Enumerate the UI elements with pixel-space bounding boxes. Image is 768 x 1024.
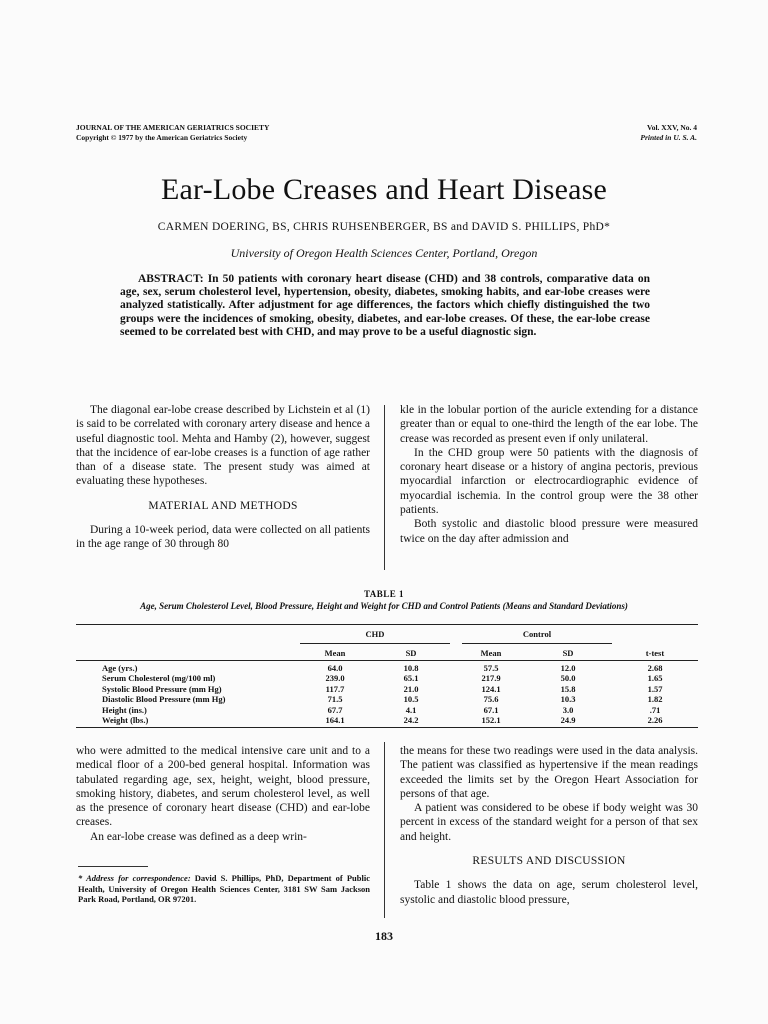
footnote-lead: * Address for correspondence:	[78, 873, 191, 883]
lower-left-column	[76, 744, 370, 844]
table-cell: 65.1	[403, 673, 419, 684]
table-cell: 21.0	[403, 683, 419, 694]
paragraph: A patient was considered to be obese if body weight was 30 percent in excess of the standard weight for a person of that sex and height.	[400, 802, 698, 843]
table-cell: 239.0	[325, 673, 345, 684]
table-cell: 217.9	[481, 673, 501, 684]
copyright-line: Copyright © 1977 by the American Geriatrics Society	[76, 133, 248, 142]
table-cell: 67.7	[327, 704, 343, 715]
author-list: CARMEN DOERING, BS, CHRIS RUHSENBERGER, BS and DAVID S. PHILLIPS, PhD*	[157, 221, 611, 233]
journal-header	[76, 123, 269, 143]
table-title: TABLE 1	[363, 589, 405, 599]
group-header-control: Control	[522, 629, 552, 639]
volume-header	[640, 123, 697, 143]
table-cell: 4.1	[405, 704, 417, 715]
paragraph: who were admitted to the medical intensive care unit and to a medical floor of a 200-bed general hospital. Information was tabulated regarding age, sex, height, weight, blood pressure, smoking history, diabetes, and serum cholesterol level, as well as the presence of coronary heart disease (CHD) and ear-lobe creases.	[76, 745, 370, 829]
col-header-control-mean: Mean	[480, 648, 502, 658]
article-title: Ear-Lobe Creases and Heart Disease	[161, 173, 607, 206]
table-cell: 12.0	[560, 663, 576, 673]
table-cell: 1.82	[647, 694, 663, 705]
paragraph: During a 10-week period, data were collected on all patients in the age range of 30 through 80	[76, 524, 370, 551]
table-row-label: Height (ins.)	[102, 704, 147, 715]
table-cell: 57.5	[483, 663, 499, 673]
table-cell: 64.0	[327, 663, 343, 673]
group-rule-control	[462, 643, 612, 644]
table-caption: Age, Serum Cholesterol Level, Blood Pressure, Height and Weight for CHD and Control Patients (Means and Standard Deviations)	[140, 601, 628, 611]
footnote-rule	[78, 866, 148, 867]
table-cell: 2.26	[647, 715, 663, 725]
table-row-label: Age (yrs.)	[102, 663, 138, 673]
table-cell: 117.7	[325, 683, 345, 694]
table-cell: 1.65	[647, 673, 663, 684]
table-row-label: Weight (lbs.)	[102, 715, 149, 725]
table-cell: 50.0	[560, 673, 576, 684]
footnote-text: David S. Phillips, PhD, Department of Public Health, University of Oregon Health Sciences Center, 3181 SW Sam Jackson Park Road, Portland, OR 97201.	[78, 873, 370, 904]
table-cell: 10.8	[403, 663, 419, 673]
paragraph: Table 1 shows the data on age, serum cholesterol level, systolic and diastolic blood pressure,	[400, 879, 698, 906]
footnote	[78, 873, 370, 905]
upper-left-column	[76, 403, 370, 552]
affiliation: University of Oregon Health Sciences Center, Portland, Oregon	[230, 246, 538, 260]
column-divider	[384, 405, 385, 570]
table-row-label: Diastolic Blood Pressure (mm Hg)	[102, 694, 226, 705]
printed-in: Printed in U. S. A.	[640, 133, 697, 142]
section-heading: MATERIAL AND METHODS	[148, 499, 298, 512]
upper-right-column	[400, 403, 698, 546]
table-cell: 67.1	[483, 704, 499, 715]
table-cell: 75.6	[483, 694, 499, 705]
table-cell: 10.5	[403, 694, 419, 705]
table-cell: .71	[649, 704, 661, 715]
col-header-chd-sd: SD	[405, 648, 417, 658]
abstract: ABSTRACT: In 50 patients with coronary heart disease (CHD) and 38 controls, comparative data on age, sex, serum cholesterol level, hypertension, obesity, diabetes, smoking habits, and ear-lobe creases were analyzed statistically. After adjustment for age differences, the factors which chiefly distinguished the two groups were the incidences of smoking, obesity, diabetes, and ear-lobe creases. Of these, the ear-lobe crease seemed to be correlated best with CHD, and may prove to be a useful diagnostic sign.	[120, 273, 650, 338]
table-cell: 164.1	[325, 715, 345, 725]
table-cell: 2.68	[647, 663, 663, 673]
table-cell: 3.0	[562, 704, 574, 715]
paragraph: In the CHD group were 50 patients with the diagnosis of coronary heart disease or a history of angina pectoris, previous myocardial infarction or electrocardiographic evidence of myocardial ischemia. In the control group were the 38 other patients.	[400, 446, 698, 517]
table-row-label: Systolic Blood Pressure (mm Hg)	[102, 683, 222, 694]
paragraph: the means for these two readings were used in the data analysis. The patient was classified as hypertensive if the mean readings exceeded the limits set by the Oregon Heart Association for persons of that age.	[400, 745, 698, 800]
paragraph: An ear-lobe crease was defined as a deep wrin-	[90, 830, 307, 843]
paragraph: The diagonal ear-lobe crease described by Lichstein et al (1) is said to be correlated with coronary artery disease and hence a useful diagnostic tool. Mehta and Hamby (2), however, suggest that the incidence of ear-lobe creases is a function of age rather than of a disease state. The present study was aimed at evaluating these hypotheses.	[76, 404, 370, 488]
table-cell: 1.57	[647, 683, 663, 694]
volume-number: Vol. XXV, No. 4	[646, 123, 697, 132]
journal-name: JOURNAL OF THE AMERICAN GERIATRICS SOCIETY	[76, 123, 270, 132]
table-cell: 24.9	[560, 715, 576, 725]
table-bottom-rule	[76, 727, 698, 728]
paragraph: kle in the lobular portion of the auricle extending for a distance greater than or equal to one-third the length of the ear lobe. The crease was recorded as present even if only unilateral.	[400, 404, 698, 445]
table-cell: 10.3	[560, 694, 576, 705]
table-cell: 152.1	[481, 715, 501, 725]
group-header-chd: CHD	[365, 629, 385, 639]
lower-right-column	[400, 744, 698, 907]
table-cell: 71.5	[327, 694, 343, 705]
col-header-chd-mean: Mean	[324, 648, 346, 658]
paragraph: Both systolic and diastolic blood pressure were measured twice on the day after admission and	[400, 518, 698, 545]
table-header-rule	[76, 660, 698, 661]
column-divider	[384, 742, 385, 918]
table-top-rule	[76, 624, 698, 625]
page-number: 183	[375, 929, 393, 943]
table-row-label: Serum Cholesterol (mg/100 ml)	[102, 673, 216, 684]
table-cell: 15.8	[560, 683, 576, 694]
table-cell: 24.2	[403, 715, 419, 725]
col-header-control-sd: SD	[562, 648, 574, 658]
group-rule-chd	[300, 643, 450, 644]
section-heading: RESULTS AND DISCUSSION	[472, 855, 626, 868]
col-header-ttest: t-test	[645, 648, 665, 658]
table-cell: 124.1	[481, 683, 501, 694]
